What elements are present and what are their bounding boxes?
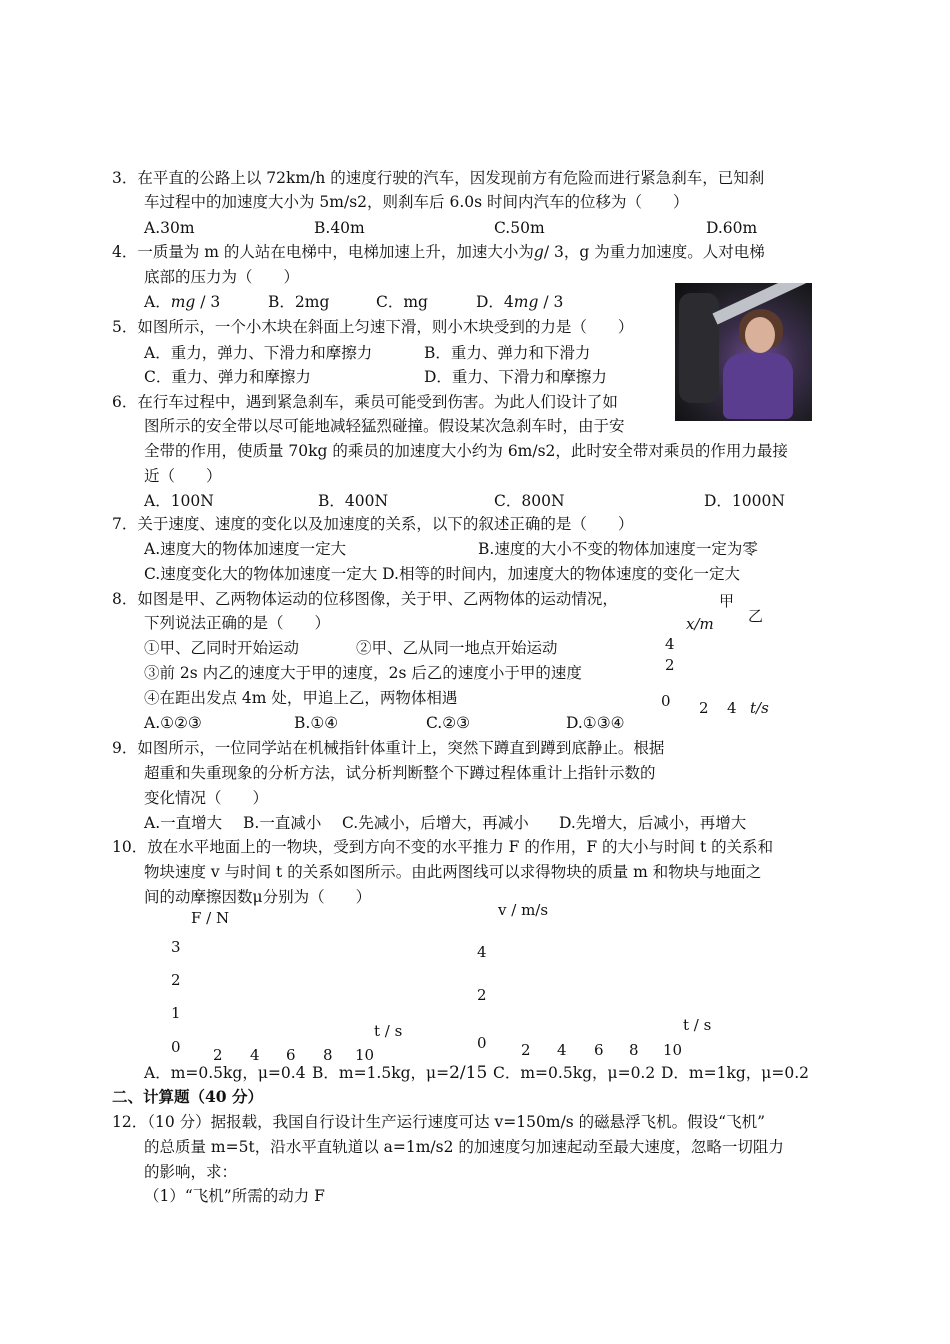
q6-line1: 6．在行车过程中，遇到紧急刹车，乘员可能受到伤害。为此人们设计了如	[112, 393, 618, 411]
q6-option-b: B．400N	[318, 492, 389, 510]
q6-option-a: A．100N	[144, 492, 214, 510]
q6-option-c: C．800N	[494, 492, 565, 510]
q6-option-d: D．1000N	[704, 492, 785, 510]
q7-option-a: A.速度大的物体加速度一定大	[144, 540, 347, 558]
q10-f-graph-x-tick: 8	[323, 1046, 333, 1064]
q8-graph-x-axis-label: t/s	[750, 699, 769, 717]
q3-line2: 车过程中的加速度大小为 5m/s2，则刹车后 6.0s 时间内汽车的位移为（ ）	[144, 193, 689, 211]
q8-graph-origin: 0	[661, 692, 671, 710]
q10-f-graph-x-tick: 2	[213, 1046, 223, 1064]
q10-f-graph-x-tick: 10	[355, 1046, 375, 1064]
q7-option-b: B.速度的大小不变的物体加速度一定为零	[478, 540, 758, 558]
q3-option-d: D.60m	[706, 219, 758, 237]
q10-v-graph-origin: 0	[477, 1034, 487, 1052]
q10-f-graph-y-tick-3: 3	[171, 938, 181, 956]
q10-f-graph-y-tick-1: 1	[171, 1004, 181, 1022]
q8-statement-2: ②甲、乙从同一地点开始运动	[356, 639, 558, 657]
q10-f-graph-origin: 0	[171, 1038, 181, 1056]
q4-line1-text: 4．一质量为 m 的人站在电梯中，电梯加速上升，加速大小为	[112, 243, 534, 261]
q10-v-graph-y-tick-4: 4	[477, 943, 487, 961]
q8-graph-label-jia: 甲	[719, 592, 735, 610]
q3-option-a: A.30m	[144, 219, 195, 237]
q6-line2: 图所示的安全带以尽可能地减轻猛烈碰撞。假设某次急刹车时，由于安	[144, 417, 625, 435]
q8-graph-y-tick-2: 2	[665, 656, 675, 674]
q8-graph-label-yi: 乙	[748, 607, 764, 625]
q7-option-cd: C.速度变化大的物体加速度一定大 D.相等的时间内，加速度大的物体速度的变化一定大	[144, 565, 740, 583]
q10-option-a: A．m=0.5kg，μ=0.4	[144, 1064, 306, 1082]
q8-option-d: D.①③④	[566, 714, 625, 732]
q8-option-c: C.②③	[426, 714, 471, 732]
q10-f-graph-y-axis-label: F / N	[191, 909, 230, 927]
q4-line1-tail: / 3，g 为重力加速度。人对电梯	[543, 243, 765, 261]
q9-option-c: C.先减小，后增大，再减小	[342, 814, 529, 832]
q9-option-d: D.先增大，后减小，再增大	[559, 814, 747, 832]
q3-option-c: C.50m	[494, 219, 545, 237]
q12-line4: （1）“飞机”所需的动力 F	[144, 1187, 325, 1205]
q9-line1: 9．如图所示，一位同学站在机械指针体重计上，突然下蹲直到蹲到底静止。根据	[112, 739, 665, 757]
q3-option-b: B.40m	[314, 219, 365, 237]
q4-option-d: D．4mg / 3	[476, 293, 564, 311]
q10-line2: 物块速度 v 与时间 t 的关系如图所示。由此两图线可以求得物块的质量 m 和物块与地面之	[144, 863, 762, 881]
q10-f-graph-y-tick-2: 2	[171, 971, 181, 989]
seatbelt-photo	[675, 283, 812, 421]
q4-option-a: A．mg / 3	[144, 293, 221, 311]
q5-line1: 5．如图所示，一个小木块在斜面上匀速下滑，则小木块受到的力是（ ）	[112, 318, 634, 336]
q9-line3: 变化情况（ ）	[144, 789, 269, 807]
q10-option-b: B．m=1.5kg，μ=2/15	[312, 1063, 488, 1083]
q5-option-d: D．重力、下滑力和摩擦力	[424, 368, 607, 386]
q8-statement-3: ③前 2s 内乙的速度大于甲的速度，2s 后乙的速度小于甲的速度	[144, 664, 582, 682]
q4-option-b: B．2mg	[268, 293, 330, 311]
q8-statement-4: ④在距出发点 4m 处，甲追上乙，两物体相遇	[144, 689, 458, 707]
q8-line1: 8．如图是甲、乙两物体运动的位移图像，关于甲、乙两物体的运动情况，	[112, 590, 618, 608]
q6-line3: 全带的作用，使质量 70kg 的乘员的加速度大小约为 6m/s2，此时安全带对乘员的作用力最接	[144, 442, 788, 460]
q10-f-graph-x-tick: 6	[286, 1046, 296, 1064]
q8-graph-y-tick-4: 4	[665, 635, 675, 653]
q10-v-graph-x-tick: 8	[629, 1041, 639, 1059]
q8-graph-y-axis-label: x/m	[686, 615, 714, 633]
q4-option-c: C．mg	[376, 293, 428, 311]
q4-line1	[112, 242, 765, 262]
q10-f-graph-x-axis-label: t / s	[374, 1022, 403, 1040]
q8-statement-1: ①甲、乙同时开始运动	[144, 639, 300, 657]
q5-option-c: C．重力、弹力和摩擦力	[144, 368, 311, 386]
q7-line1: 7．关于速度、速度的变化以及加速度的关系，以下的叙述正确的是（ ）	[112, 515, 634, 533]
q8-option-a: A.①②③	[144, 714, 202, 732]
q9-option-a: A.一直增大	[144, 814, 223, 832]
q9-line2: 超重和失重现象的分析方法，试分析判断整个下蹲过程体重计上指针示数的	[144, 764, 656, 782]
q12-line3: 的影响，求：	[144, 1163, 238, 1181]
q8-graph-x-tick-2: 2	[699, 699, 709, 717]
q10-v-graph-x-tick: 6	[594, 1041, 604, 1059]
q10-v-graph-y-tick-2: 2	[477, 986, 487, 1004]
q12-line1: 12．（10 分）据报载，我国自行设计生产运行速度可达 v=150m/s 的磁悬浮飞机。假设“飞机”	[112, 1113, 766, 1131]
q8-graph-x-tick-4: 4	[727, 699, 737, 717]
q10-line1: 10．放在水平地面上的一物块，受到方向不变的水平推力 F 的作用，F 的大小与时间 t 的关系和	[112, 838, 774, 856]
q10-v-graph-x-tick: 2	[521, 1041, 531, 1059]
section-2-title: 二、计算题（40 分）	[112, 1087, 263, 1106]
q10-v-graph-x-tick: 4	[557, 1041, 567, 1059]
q8-option-b: B.①④	[294, 714, 339, 732]
q9-option-b: B.一直减小	[243, 814, 322, 832]
q10-v-graph-y-axis-label: v / m/s	[498, 901, 549, 919]
q4-line2: 底部的压力为（ ）	[144, 268, 300, 286]
q10-v-graph-x-tick: 10	[663, 1041, 683, 1059]
q10-f-graph-x-tick: 4	[250, 1046, 260, 1064]
q4-g-symbol: g	[533, 243, 544, 261]
q8-line2: 下列说法正确的是（ ）	[144, 614, 331, 632]
q10-option-d: D．m=1kg，μ=0.2	[661, 1064, 809, 1082]
q12-line2: 的总质量 m=5t，沿水平直轨道以 a=1m/s2 的加速度匀加速起动至最大速度，忽略一切阻力	[144, 1138, 784, 1156]
q10-option-b-fraction: 2/15	[449, 1063, 488, 1083]
q3-line1: 3．在平直的公路上以 72km/h 的速度行驶的汽车，因发现前方有危险而进行紧急刹车，已知刹	[112, 169, 765, 187]
q5-option-b: B．重力、弹力和下滑力	[424, 344, 591, 362]
q10-line3: 间的动摩擦因数μ分别为（ ）	[144, 888, 372, 906]
q10-v-graph-x-axis-label: t / s	[683, 1016, 712, 1034]
q6-line4: 近（ ）	[144, 467, 222, 485]
q10-option-c: C．m=0.5kg，μ=0.2	[493, 1064, 656, 1082]
q5-option-a: A．重力，弹力、下滑力和摩擦力	[144, 344, 373, 362]
